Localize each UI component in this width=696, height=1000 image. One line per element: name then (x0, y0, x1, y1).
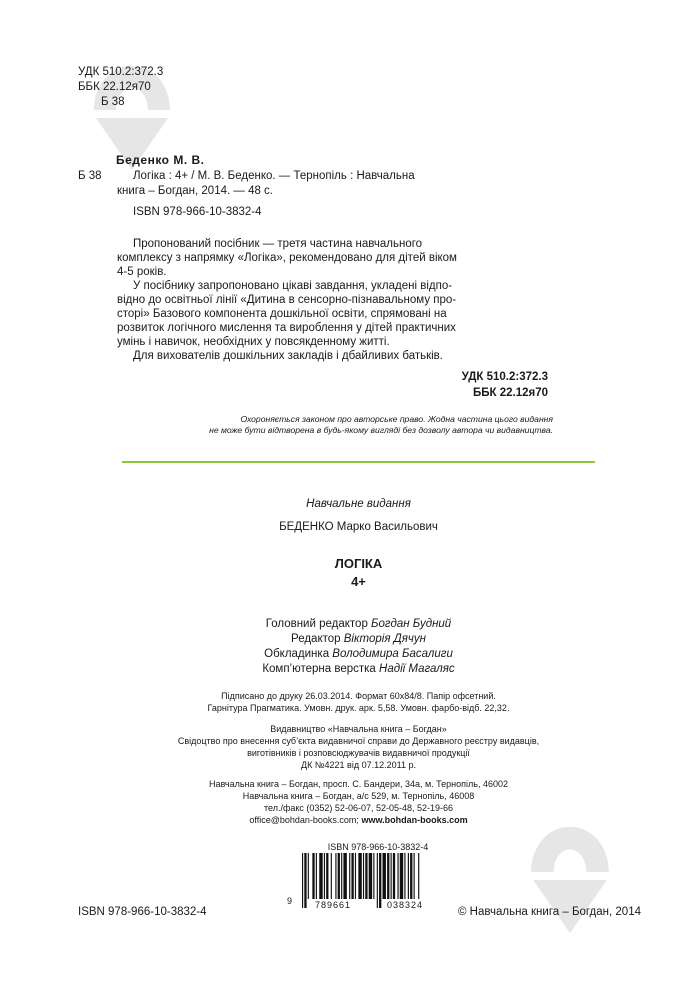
credit-editor (122, 632, 595, 646)
citation-line-2: книга – Богдан, 2014. — 48 с. (117, 185, 273, 197)
contacts-email: office@bohdan-books.com; (249, 815, 359, 825)
print-info-line-2: Гарнітура Прагматика. Умовн. друк. арк. 5,58. Умовн. фарбо-відб. 22,32. (207, 703, 510, 713)
credit-name: Богдан Будний (371, 618, 452, 630)
credit-role: Обкладинка (264, 648, 330, 660)
annotation-line: розвиток логічного мислення та вироблення у дітей практичних (117, 322, 456, 334)
annotation-line: відно до освітньої лінії «Дитина в сенсорно-пізнавальному про- (117, 294, 457, 306)
isbn-bottom: ISBN 978-966-10-3832-4 (78, 906, 207, 918)
udk-code-bold: УДК 510.2:372.3 (461, 371, 548, 383)
annotation-line: Для вихователів дошкільних закладів і дбайливих батьків. (133, 350, 443, 362)
contacts-line-3: тел./факс (0352) 52-06-07, 52-05-48, 52-19-66 (263, 803, 454, 813)
annotation-line: У посібнику запропоновано цікаві завдання, укладені відпо- (133, 280, 453, 292)
edition-type: Навчальне видання (306, 498, 411, 510)
copyright-notice-line-1: Охороняється законом про авторське право. Жодна частина цього видання (240, 414, 553, 424)
barcode-isbn-label: ISBN 978-966-10-3832-4 (327, 842, 429, 852)
credit-role: Комп’ютерна верстка (262, 663, 376, 675)
credit-cover (122, 647, 595, 661)
citation-line-1: Логіка : 4+ / М. В. Беденко. — Тернопіль : Навчальна (133, 170, 415, 182)
credit-layout (122, 662, 595, 676)
contacts-line-2: Навчальна книга – Богдан, а/с 529, м. Тернопіль, 46008 (242, 791, 475, 801)
copyright-notice-line-2: не може бути відтворена в будь-якому вигляді без дозволу автора чи видавництва. (209, 425, 553, 435)
publisher-line-1: Видавництво «Навчальна книга – Богдан» (270, 724, 447, 734)
barcode-digits-left: 789661 (315, 900, 352, 910)
watermark-logo-bottom-icon (525, 818, 615, 942)
annotation-line: комплексу з напрямку «Логіка», рекомендовано для дітей віком (117, 252, 457, 264)
book-age: 4+ (351, 574, 366, 589)
barcode-digits-right: 038324 (387, 900, 424, 910)
contacts-website: www.bohdan-books.com (361, 815, 468, 825)
separator-line (122, 461, 595, 463)
contacts-line-1: Навчальна книга – Богдан, просп. С. Бандери, 34а, м. Тернопіль, 46002 (209, 779, 508, 789)
annotation-line: 4-5 років. (117, 266, 167, 278)
publisher-line-4: ДК №4221 від 07.12.2011 р. (301, 760, 416, 770)
publisher-line-2: Свідоцтво про внесення суб’єкта видавничої справи до Державного реєстру видавців, (177, 736, 540, 746)
udk-code-top: УДК 510.2:372.3 (78, 66, 164, 78)
bbk-code-top: ББК 22.12я70 (78, 81, 151, 93)
credit-role: Головний редактор (265, 618, 368, 630)
contacts-line-4 (122, 815, 595, 827)
credit-role: Редактор (291, 633, 341, 645)
author-mark-top: Б 38 (101, 96, 125, 108)
annotation-line: Пропонований посібник — третя частина навчального (133, 238, 423, 250)
publisher-line-3: виготівників і розповсюджувачів видавничої продукції (247, 748, 470, 758)
credit-name: Володимира Басалиги (332, 648, 453, 660)
credit-chief-editor (122, 617, 595, 631)
annotation-line: умінь і навичок, необхідних у повсякденному житті. (117, 336, 390, 348)
book-title: ЛОГІКА (334, 556, 383, 571)
author-full-name: БЕДЕНКО Марко Васильович (279, 521, 438, 533)
print-info-line-1: Підписано до друку 26.03.2014. Формат 60х84/8. Папір офсетний. (221, 691, 496, 701)
credit-name: Вікторія Дячун (343, 633, 426, 645)
author-mark-side: Б 38 (78, 170, 102, 182)
barcode-digit-first: 9 (287, 896, 293, 906)
author-heading: Беденко М. В. (116, 153, 205, 167)
credit-name: Надії Магаляс (379, 663, 455, 675)
bbk-code-bold: ББК 22.12я70 (472, 387, 548, 399)
isbn-main: ISBN 978-966-10-3832-4 (133, 206, 262, 218)
annotation-line: сторі» Базового компонента дошкільної освіти, спрямовані на (117, 308, 447, 320)
copyright-bottom: © Навчальна книга – Богдан, 2014 (458, 906, 641, 918)
